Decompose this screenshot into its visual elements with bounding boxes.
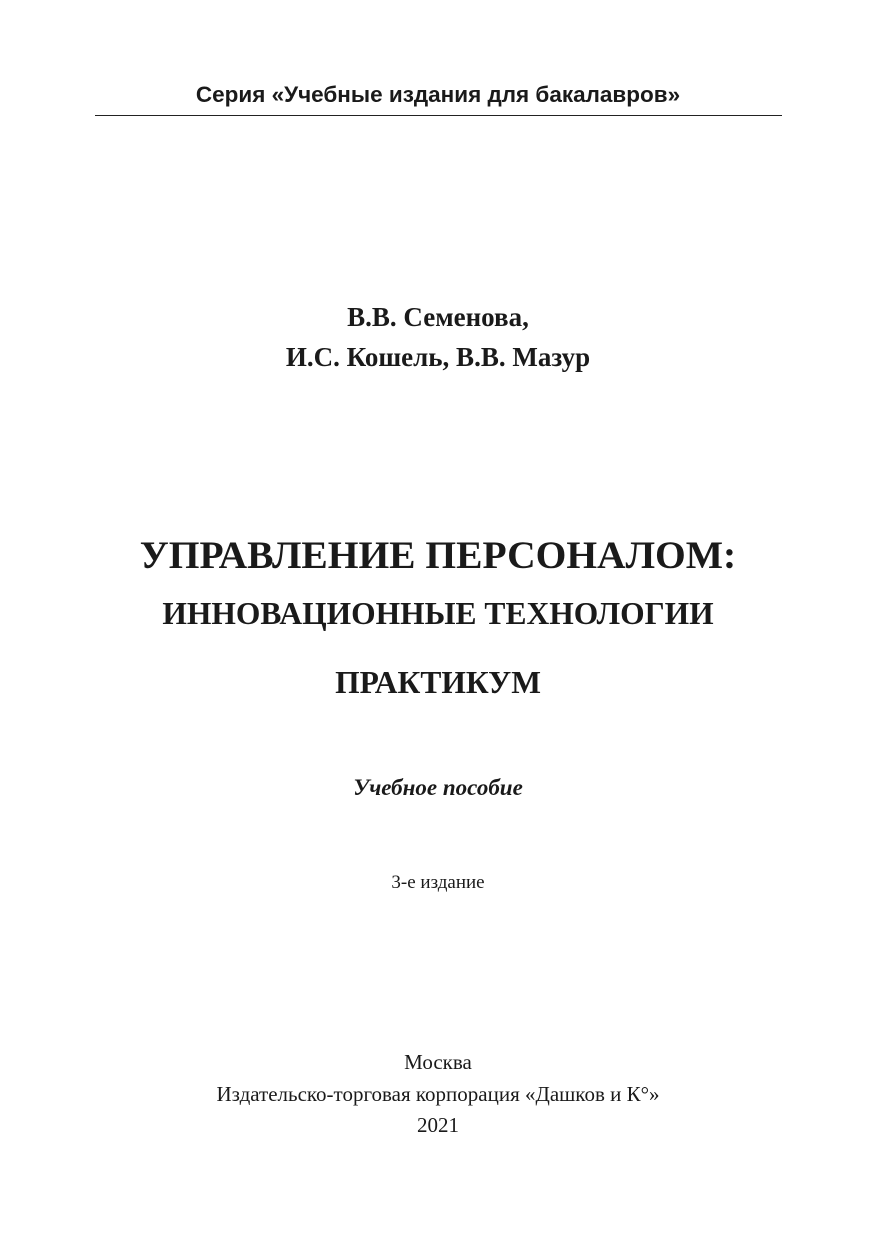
authors-line-2: И.С. Кошель, В.В. Мазур bbox=[285, 342, 591, 372]
header-divider bbox=[95, 115, 782, 116]
book-title-line-3: ПРАКТИКУМ bbox=[335, 665, 541, 700]
book-title-line-2: ИННОВАЦИОННЫЕ ТЕХНОЛОГИИ bbox=[162, 596, 714, 631]
imprint-year: 2021 bbox=[417, 1113, 459, 1137]
imprint-city: Москва bbox=[404, 1050, 472, 1074]
book-title-line-1: УПРАВЛЕНИЕ ПЕРСОНАЛОМ: bbox=[139, 533, 737, 577]
publication-genre: Учебное пособие bbox=[353, 775, 523, 800]
authors-line-1: В.В. Семенова, bbox=[347, 302, 529, 332]
edition-number: 3-е издание bbox=[391, 872, 485, 893]
imprint-publisher: Издательско-торговая корпорация «Дашков и К°» bbox=[216, 1082, 660, 1106]
series-title: Серия «Учебные издания для бакалавров» bbox=[195, 82, 681, 107]
